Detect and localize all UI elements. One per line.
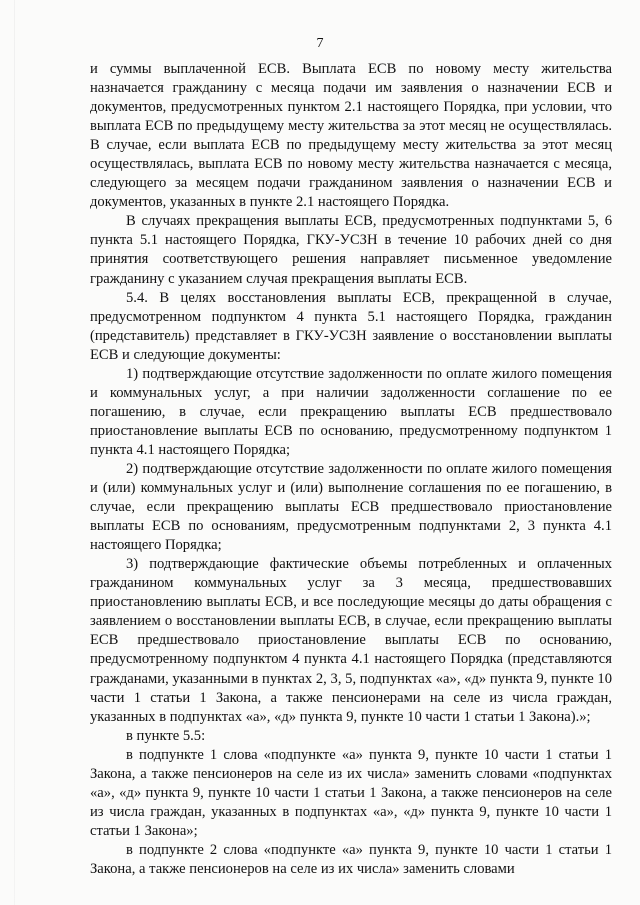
document-body <box>90 60 612 879</box>
paragraph: 1) подтверждающие отсутствие задолженности по оплате жилого помещения и коммунальных услуг, а при наличии задолженности соглашение по ее погашению, в случае, если прекращению выплаты ЕСВ предшествовало приостановление выплаты ЕСВ по основанию, предусмотренному подпунктом 1 пункта 4.1 настоящего Порядка; <box>90 365 612 458</box>
paragraph: и суммы выплаченной ЕСВ. Выплата ЕСВ по новому месту жительства назначается гражданину с месяца подачи им заявления о назначении ЕСВ и документов, предусмотренных пунктом 2.1 настоящего Порядка, при условии, что выплата ЕСВ по предыдущему месту жительства за этот месяц не осуществлялась. В случае, если выплата ЕСВ по предыдущему месту жительства за этот месяц осуществлялась, выплата ЕСВ по новому месту жительства назначается с месяца, следующего за месяцем подачи гражданином заявления о назначении ЕСВ и документов, указанных в пункте 2.1 настоящего Порядка. <box>90 61 612 211</box>
paragraph: 2) подтверждающие отсутствие задолженности по оплате жилого помещения и (или) коммунальных услуг и (или) выполнение соглашения по ее погашению, в случае, если прекращению выплаты ЕСВ предшествовало приостановление выплаты ЕСВ по основаниям, предусмотренным подпунктами 2, 3 пункта 4.1 настоящего Порядка; <box>90 460 612 554</box>
paragraph: в подпункте 1 слова «подпункте «а» пункта 9, пункте 10 части 1 статьи 1 Закона, а также пенсионеров на селе из их числа» заменить словами «подпунктах «а», «д» пункта 9, пункте 10 части 1 статьи 1 Закона, а также пенсионеров на селе из числа граждан, указанных в подпунктах «а», «д» пункта 9, пункте 10 части 1 статьи 1 Закона»; <box>90 746 612 839</box>
paragraph: 5.4. В целях восстановления выплаты ЕСВ, прекращенной в случае, предусмотренном подпунктом 4 пункта 5.1 настоящего Порядка, гражданин (представитель) представляет в ГКУ-УСЗН заявление о восстановлении выплаты ЕСВ и следующие документы: <box>90 289 612 363</box>
scan-edge <box>14 0 15 905</box>
paragraph: В случаях прекращения выплаты ЕСВ, предусмотренных подпунктами 5, 6 пункта 5.1 настоящего Порядка, ГКУ-УСЗН в течение 10 рабочих дней со дня принятия соответствующего решения направляет письменное уведомление гражданину с указанием случая прекращения выплаты ЕСВ. <box>90 213 612 287</box>
paragraph: в пункте 5.5: <box>126 727 206 744</box>
paragraph: 3) подтверждающие фактические объемы потребленных и оплаченных гражданином коммунальных услуг за 3 месяца, предшествовавших приостановлению выплаты ЕСВ, и все последующие месяцы до даты обращения с заявлением о восстановлении выплаты ЕСВ, в случае, если прекращению выплаты ЕСВ предшествовало приостановление выплаты ЕСВ по основанию, предусмотренному подпунктом 4 пункта 4.1 настоящего Порядка (представляются гражданами, указанными в пунктах 2, 3, 5, подпунктах «а», «д» пункта 9, пункте 10 части 1 статьи 1 Закона, а также пенсионерами на селе из числа граждан, указанных в подпунктах «а», «д» пункта 9, пункте 10 части 1 статьи 1 Закона).»; <box>90 556 612 725</box>
page-number: 7 <box>316 36 324 51</box>
paragraph: в подпункте 2 слова «подпункте «а» пункта 9, пункте 10 части 1 статьи 1 Закона, а также пенсионеров на селе из их числа» заменить словами <box>90 841 612 877</box>
